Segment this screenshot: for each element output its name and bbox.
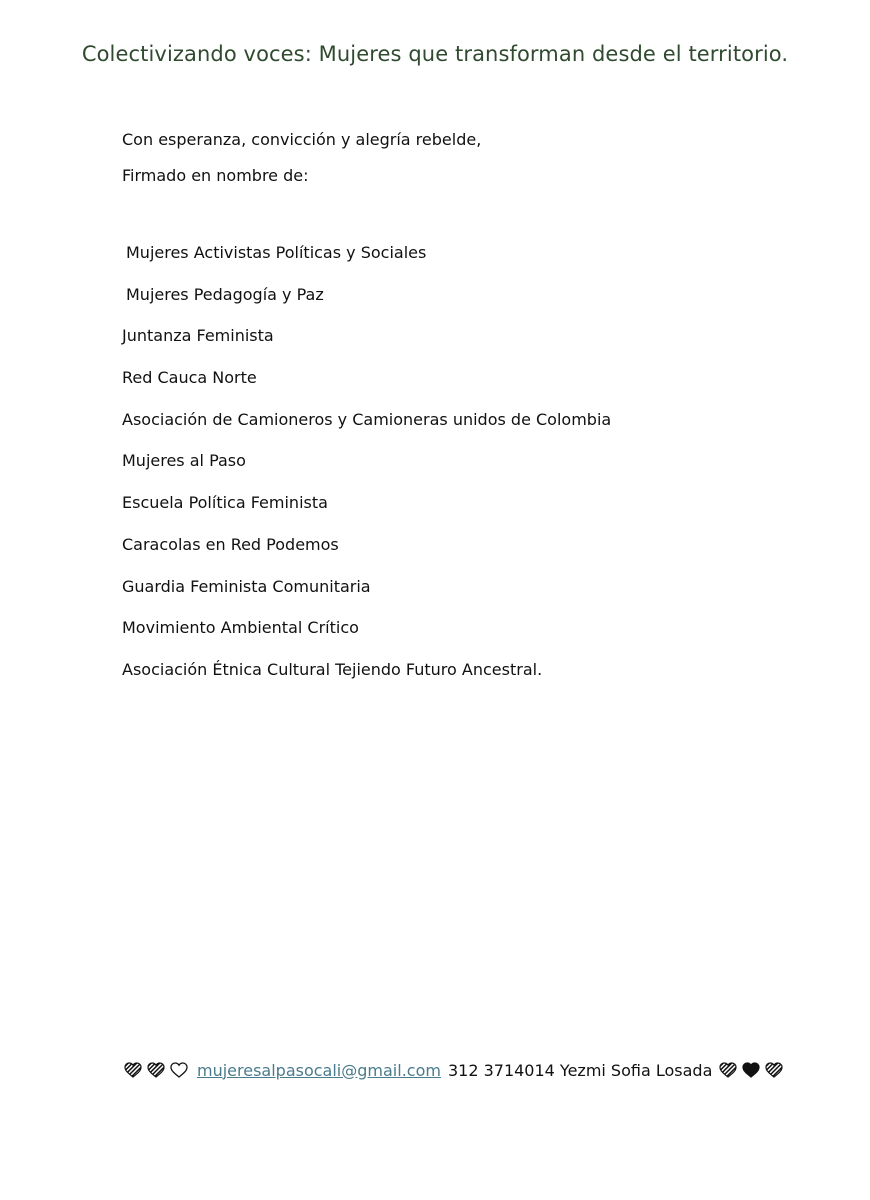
organization-item: Mujeres al Paso bbox=[122, 451, 246, 471]
footer-contact bbox=[124, 1059, 788, 1081]
striped-heart-icon bbox=[719, 1062, 737, 1078]
organization-item: Mujeres Activistas Políticas y Sociales bbox=[126, 243, 427, 262]
page-header-title: Colectivizando voces: Mujeres que transforman desde el territorio. bbox=[81, 42, 789, 66]
organization-item: Asociación Étnica Cultural Tejiendo Futuro Ancestral. bbox=[122, 659, 543, 679]
striped-heart-icon bbox=[147, 1062, 165, 1078]
organization-item: Mujeres Pedagogía y Paz bbox=[126, 284, 324, 304]
organization-list bbox=[122, 243, 611, 702]
striped-heart-icon bbox=[124, 1062, 142, 1078]
organization-item: Escuela Política Feminista bbox=[122, 493, 328, 513]
organization-item: Asociación de Camioneros y Camioneras unidos de Colombia bbox=[122, 409, 612, 429]
striped-heart-icon bbox=[765, 1062, 783, 1078]
organization-item: Guardia Feminista Comunitaria bbox=[122, 576, 371, 596]
organization-item: Caracolas en Red Podemos bbox=[122, 534, 339, 554]
organization-item: Juntanza Feminista bbox=[122, 326, 274, 346]
organization-item: Movimiento Ambiental Crítico bbox=[122, 618, 359, 638]
email-link[interactable]: mujeresalpasocali@gmail.com bbox=[197, 1060, 441, 1080]
signed-on-behalf-line: Firmado en nombre de: bbox=[122, 166, 309, 185]
contact-phone-name: 312 3714014 Yezmi Sofia Losada bbox=[447, 1060, 713, 1080]
white-heart-icon bbox=[170, 1062, 188, 1078]
organization-item: Red Cauca Norte bbox=[122, 368, 257, 388]
black-heart-icon bbox=[742, 1062, 760, 1078]
closing-line: Con esperanza, convicción y alegría rebelde, bbox=[122, 130, 482, 149]
